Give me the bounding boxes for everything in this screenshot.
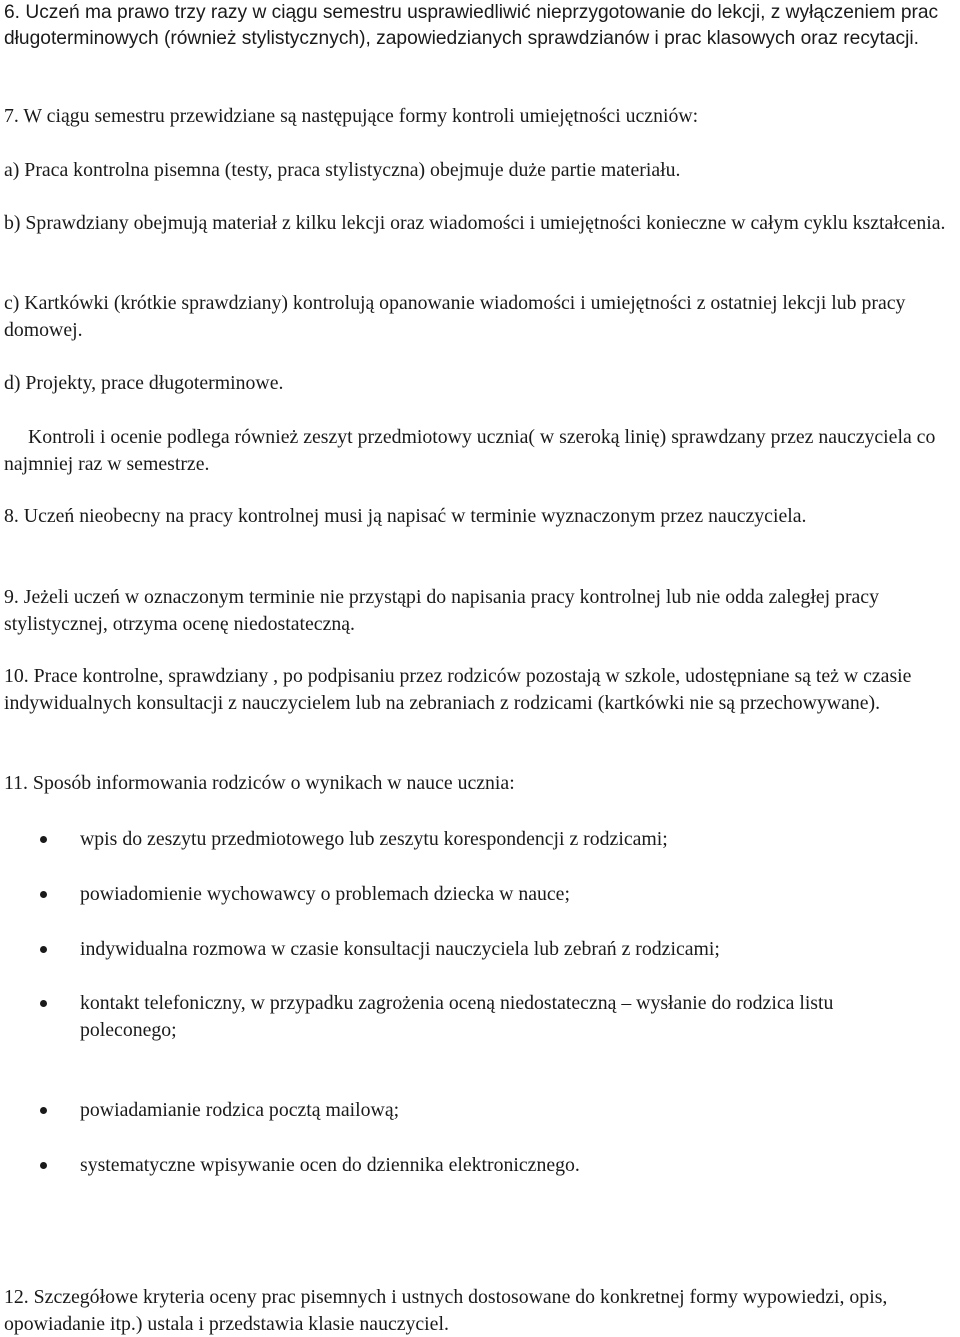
paragraph-12: 12. Szczegółowe kryteria oceny prac pisemnych i ustnych dostosowane do konkretnej formy wypowiedzi, opis, opowiadanie itp.) ustala i przedstawia klasie nauczyciel. <box>4 1286 888 1335</box>
bullet-icon <box>40 1000 47 1007</box>
bullet-icon <box>40 946 47 953</box>
paragraph-10: 10. Prace kontrolne, sprawdziany , po podpisaniu przez rodziców pozostają w szkole, udostępniane są też w czasie indywidualnych konsultacji z nauczycielem lub na zebraniach z rodzicami (kartkówki nie są przechowywane). <box>4 665 912 714</box>
list-item-text: powiadomienie wychowawcy o problemach dziecka w nauce; <box>80 883 570 905</box>
bullet-icon <box>40 891 47 898</box>
list-item-text: powiadamianie rodzica pocztą mailową; <box>80 1099 400 1121</box>
paragraph-7a: a) Praca kontrolna pisemna (testy, praca stylistyczna) obejmuje duże partie materiału. <box>4 159 681 181</box>
paragraph-8: 8. Uczeń nieobecny na pracy kontrolnej musi ją napisać w terminie wyznaczonym przez nauczyciela. <box>4 505 807 527</box>
list-item-text: wpis do zeszytu przedmiotowego lub zeszytu korespondencji z rodzicami; <box>80 828 668 850</box>
list-item-text: kontakt telefoniczny, w przypadku zagrożenia oceną niedostateczną – wysłanie do rodzica listu poleconego; <box>80 992 834 1041</box>
bullet-icon <box>40 1162 47 1169</box>
list-item-text: indywidualna rozmowa w czasie konsultacji nauczyciela lub zebrań z rodzicami; <box>80 938 720 960</box>
bullet-icon <box>40 1107 47 1114</box>
bullet-icon <box>40 836 47 843</box>
list-item-text: systematyczne wpisywanie ocen do dziennika elektronicznego. <box>80 1154 580 1176</box>
paragraph-6: 6. Uczeń ma prawo trzy razy w ciągu semestru usprawiedliwić nieprzygotowanie do lekcji, z wyłączeniem prac długoterminowych (również stylistycznych), zapowiedzianych sprawdzianów i prac klasowych oraz recytacji. <box>4 2 939 49</box>
paragraph-7-note: Kontroli i ocenie podlega również zeszyt przedmiotowy ucznia( w szeroką linię) sprawdzany przez nauczyciela co najmniej raz w semestrze. <box>4 426 936 475</box>
paragraph-7d: d) Projekty, prace długoterminowe. <box>4 372 284 394</box>
paragraph-7: 7. W ciągu semestru przewidziane są następujące formy kontroli umiejętności uczniów: <box>4 105 699 127</box>
paragraph-11: 11. Sposób informowania rodziców o wynikach w nauce ucznia: <box>4 772 515 794</box>
paragraph-7b: b) Sprawdziany obejmują materiał z kilku lekcji oraz wiadomości i umiejętności konieczne w całym cyklu kształcenia. <box>4 212 946 234</box>
paragraph-7c: c) Kartkówki (krótkie sprawdziany) kontrolują opanowanie wiadomości i umiejętności z ostatniej lekcji lub pracy domowej. <box>4 292 906 341</box>
paragraph-9: 9. Jeżeli uczeń w oznaczonym terminie nie przystąpi do napisania pracy kontrolnej lub nie odda zaległej pracy stylistycznej, otrzyma ocenę niedostateczną. <box>4 586 879 635</box>
